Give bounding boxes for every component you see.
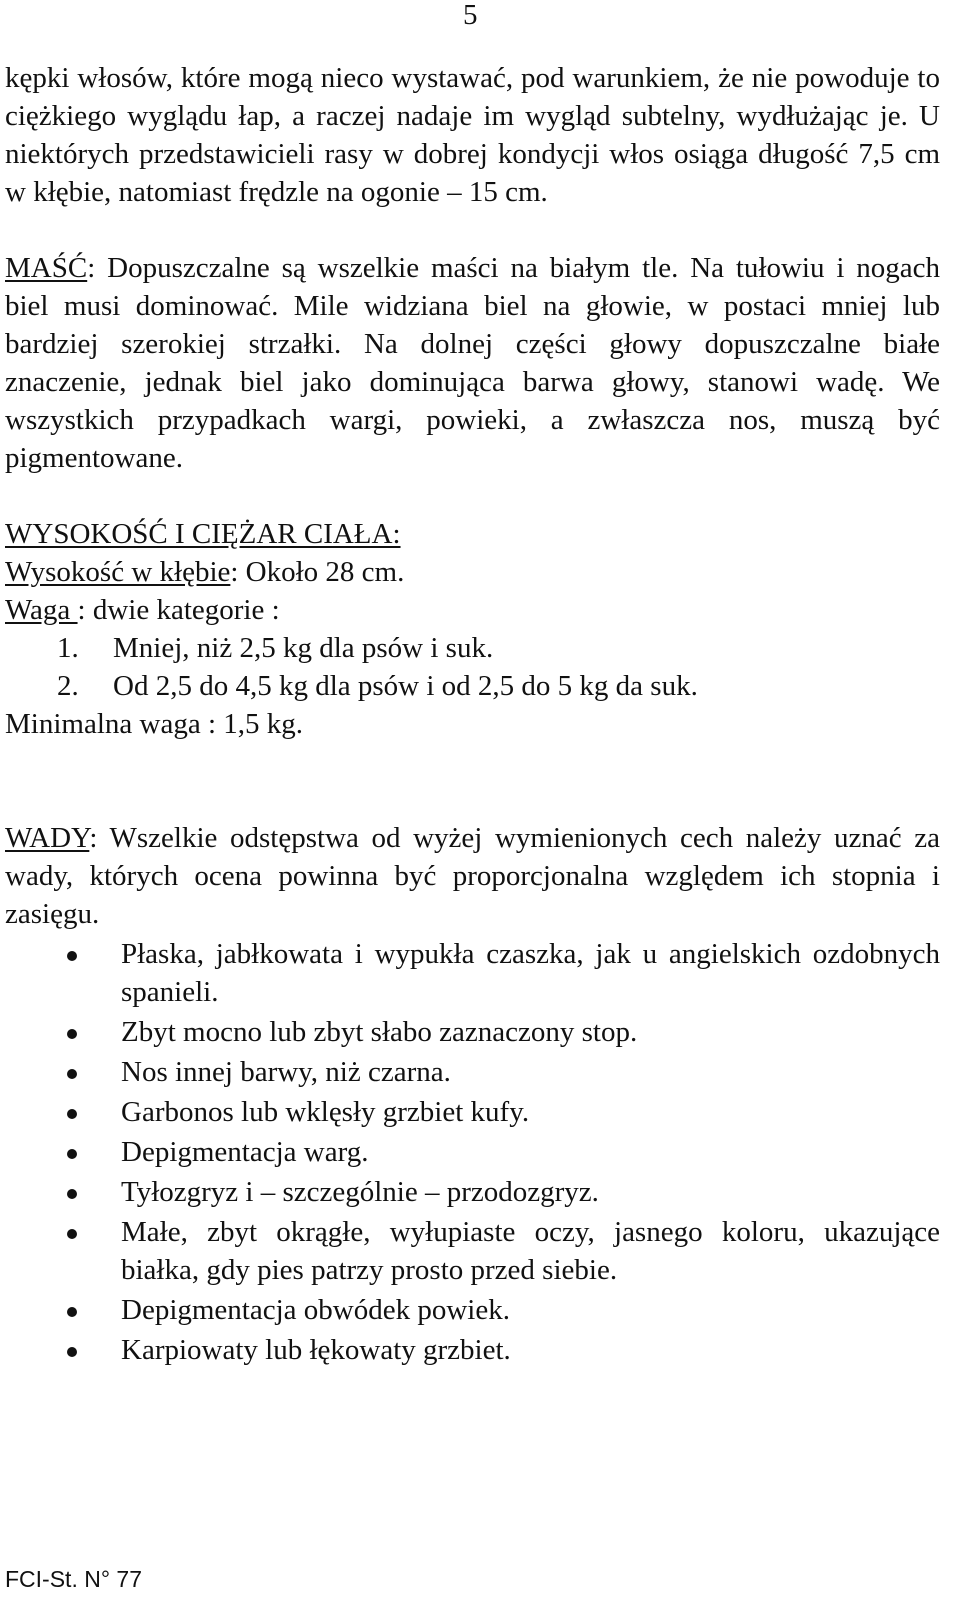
weight-category [5, 667, 940, 705]
bullet-icon [67, 1347, 77, 1357]
height-value: : Około 28 cm. [230, 556, 405, 588]
weight-label: Waga [5, 594, 78, 626]
bullet-icon [67, 1307, 77, 1317]
category-number: 1. [57, 632, 79, 664]
spacer [5, 211, 940, 249]
size-weight-section [5, 515, 940, 743]
fault-text: Garbonos lub wklęsły grzbiet kufy. [121, 1096, 530, 1128]
fault-text: Depigmentacja warg. [121, 1136, 369, 1168]
spacer [5, 743, 940, 819]
bullet-icon [67, 1069, 77, 1079]
weight-line [5, 591, 940, 629]
colour-paragraph [5, 249, 940, 477]
document-body [5, 59, 940, 1371]
fault-item [5, 1053, 940, 1091]
fault-text: Depigmentacja obwódek powiek. [121, 1294, 510, 1326]
colour-text: Dopuszczalne są wszelkie maści na białym tle. Na tułowiu i nogach biel musi dominować. Mile widziana biel na głowie, w postaci mniej lub bardziej szerokiej strzałki. Na dolnej części głowy dopuszczalne białe znaczenie, jednak biel jako dominująca barwa głowy, stanowi wadę. We wszystkich przypadkach wargi, powieki, a zwłaszcza nos, muszą być pigmentowane. [5, 252, 940, 474]
fault-text: Zbyt mocno lub zbyt słabo zaznaczony stop. [121, 1016, 638, 1048]
bullet-icon [67, 1029, 77, 1039]
fault-text: Tyłozgryz i – szczególnie – przodozgryz. [121, 1176, 599, 1208]
category-text: Od 2,5 do 4,5 kg dla psów i od 2,5 do 5 kg da suk. [113, 670, 698, 702]
faults-heading: WADY [5, 822, 90, 854]
fault-item [5, 1291, 940, 1329]
category-number: 2. [57, 670, 79, 702]
category-text: Mniej, niż 2,5 kg dla psów i suk. [113, 632, 494, 664]
fault-item [5, 1173, 940, 1211]
height-label: Wysokość w kłębie [5, 556, 231, 588]
size-weight-heading: WYSOKOŚĆ I CIĘŻAR CIAŁA: [5, 518, 401, 550]
weight-category [5, 629, 940, 667]
faults-list [5, 935, 940, 1369]
fault-text: Płaska, jabłkowata i wypukła czaszka, jak u angielskich ozdobnych spanieli. [121, 938, 940, 1008]
colour-separator: : [87, 252, 96, 284]
fault-item [5, 1093, 940, 1131]
bullet-icon [67, 1109, 77, 1119]
fault-item [5, 1133, 940, 1171]
bullet-icon [67, 1149, 77, 1159]
fault-text: Karpiowaty lub łękowaty grzbiet. [121, 1334, 511, 1366]
weight-categories [5, 629, 940, 705]
bullet-icon [67, 1229, 77, 1239]
fault-item [5, 1013, 940, 1051]
bullet-icon [67, 1189, 77, 1199]
spacer [5, 477, 940, 515]
faults-section [5, 819, 940, 1369]
faults-intro: : Wszelkie odstępstwa od wyżej wymienionych cech należy uznać za wady, których ocena powinna być proporcjonalna względem ich stopnia i zasięgu. [5, 822, 940, 930]
coat-paragraph: kępki włosów, które mogą nieco wystawać, pod warunkiem, że nie powoduje to ciężkiego wyglądu łap, a raczej nadaje im wygląd subtelny, wydłużając je. U niektórych przedstawicieli rasy w dobrej kondycji włos osiąga długość 7,5 cm w kłębie, natomiast frędzle na ogonie – 15 cm. [5, 62, 940, 208]
fault-item [5, 1213, 940, 1289]
footer-standard-number: FCI-St. N° 77 [5, 1566, 143, 1592]
minimum-weight: Minimalna waga : 1,5 kg. [5, 708, 304, 740]
fault-text: Nos innej barwy, niż czarna. [121, 1056, 451, 1088]
fault-text: Małe, zbyt okrągłe, wyłupiaste oczy, jasnego koloru, ukazujące białka, gdy pies patrzy prosto przed siebie. [121, 1216, 940, 1286]
height-line [5, 553, 940, 591]
weight-value: : dwie kategorie : [77, 594, 280, 626]
bullet-icon [67, 951, 77, 961]
fault-item [5, 935, 940, 1011]
fault-item [5, 1331, 940, 1369]
page-number: 5 [463, 0, 478, 31]
colour-heading: MAŚĆ [5, 252, 88, 284]
faults-intro-paragraph [5, 819, 940, 933]
